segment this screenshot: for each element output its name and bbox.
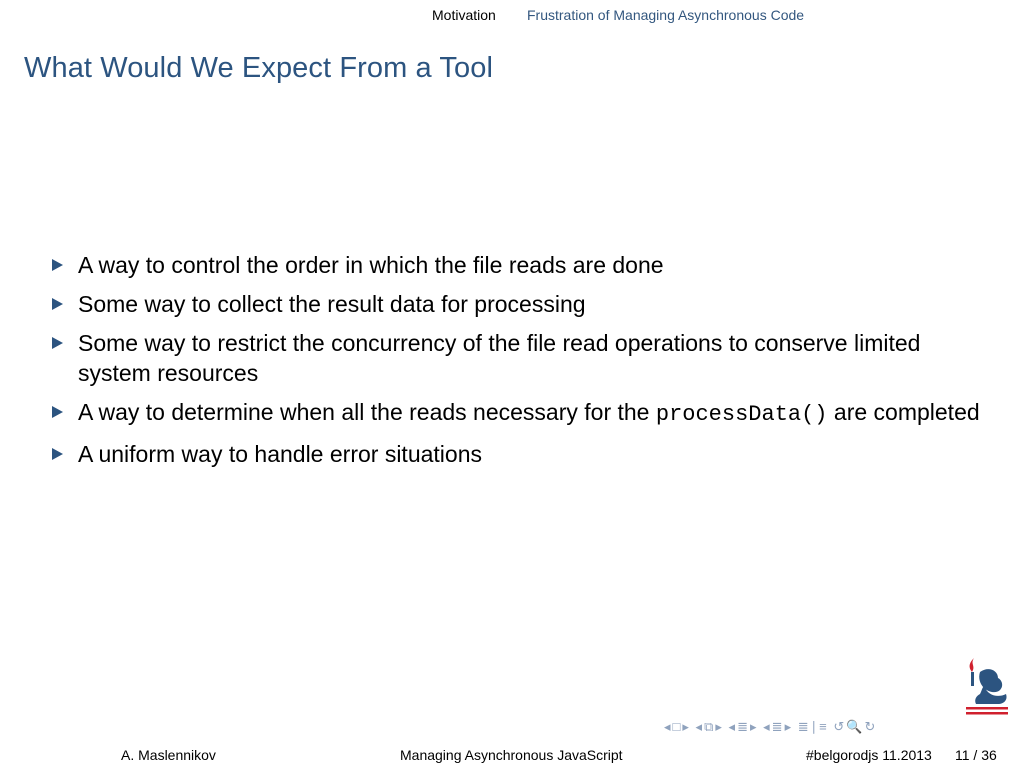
bullet-triangle-icon [52, 448, 63, 460]
nav-prev-section-icon[interactable]: ◂ [763, 719, 771, 734]
nav-search-icon[interactable]: 🔍 [846, 719, 864, 734]
nav-separator-icon: ∣ [810, 719, 819, 734]
nav-back-icon[interactable]: ↺ [833, 719, 846, 734]
nav-prev-slide-icon[interactable]: ◂ [664, 719, 672, 734]
bullet-triangle-icon [52, 298, 63, 310]
footer-title: Managing Asynchronous JavaScript [400, 747, 623, 763]
nav-section-icon[interactable]: ≣ [771, 719, 784, 734]
list-item [50, 439, 980, 469]
lion-logo-icon [958, 656, 1016, 716]
navigation-symbols [664, 719, 877, 735]
list-item-text: A uniform way to handle error situations [78, 441, 482, 467]
list-item-text: Some way to restrict the concurrency of the file read operations to conserve limited system resources [78, 330, 921, 386]
list-item [50, 250, 980, 280]
nav-next-section-icon[interactable]: ▸ [784, 719, 793, 734]
nav-document-end-icon[interactable]: ≡ [819, 719, 828, 734]
nav-next-subsection-icon[interactable]: ▸ [749, 719, 758, 734]
footer-author: A. Maslennikov [121, 747, 216, 763]
list-item [50, 397, 980, 430]
bullet-triangle-icon [52, 259, 63, 271]
nav-next-slide-icon[interactable]: ▸ [682, 719, 690, 734]
list-item-text: Some way to collect the result data for processing [78, 291, 586, 317]
list-item-text: A way to control the order in which the file reads are done [78, 252, 664, 278]
list-item [50, 289, 980, 319]
list-item-text-before: A way to determine when all the reads necessary for the [78, 399, 656, 425]
slide-title: What Would We Expect From a Tool [24, 52, 493, 84]
nav-prev-frame-icon[interactable]: ◂ [695, 719, 704, 734]
list-item [50, 328, 980, 388]
nav-prev-subsection-icon[interactable]: ◂ [728, 719, 737, 734]
subsection-link[interactable]: Frustration of Managing Asynchronous Code [527, 7, 805, 23]
bullet-triangle-icon [52, 337, 63, 349]
bullet-list [50, 250, 980, 478]
section-link[interactable]: Motivation [432, 7, 496, 23]
footer-page-number: 11 / 36 [955, 747, 997, 763]
inline-code: processData() [655, 402, 828, 427]
nav-next-frame-icon[interactable]: ▸ [715, 719, 723, 734]
nav-subsection-icon[interactable]: ≣ [737, 719, 749, 734]
bullet-triangle-icon [52, 406, 63, 418]
nav-forward-icon[interactable]: ↻ [864, 719, 877, 734]
nav-frame-icon[interactable]: ⧉ [704, 719, 715, 734]
footer-event: #belgorodjs 11.2013 [806, 747, 932, 763]
nav-document-icon[interactable]: ≣ [797, 719, 810, 734]
nav-slide-icon[interactable]: □ [672, 719, 682, 734]
list-item-text-after: are completed [827, 399, 980, 425]
